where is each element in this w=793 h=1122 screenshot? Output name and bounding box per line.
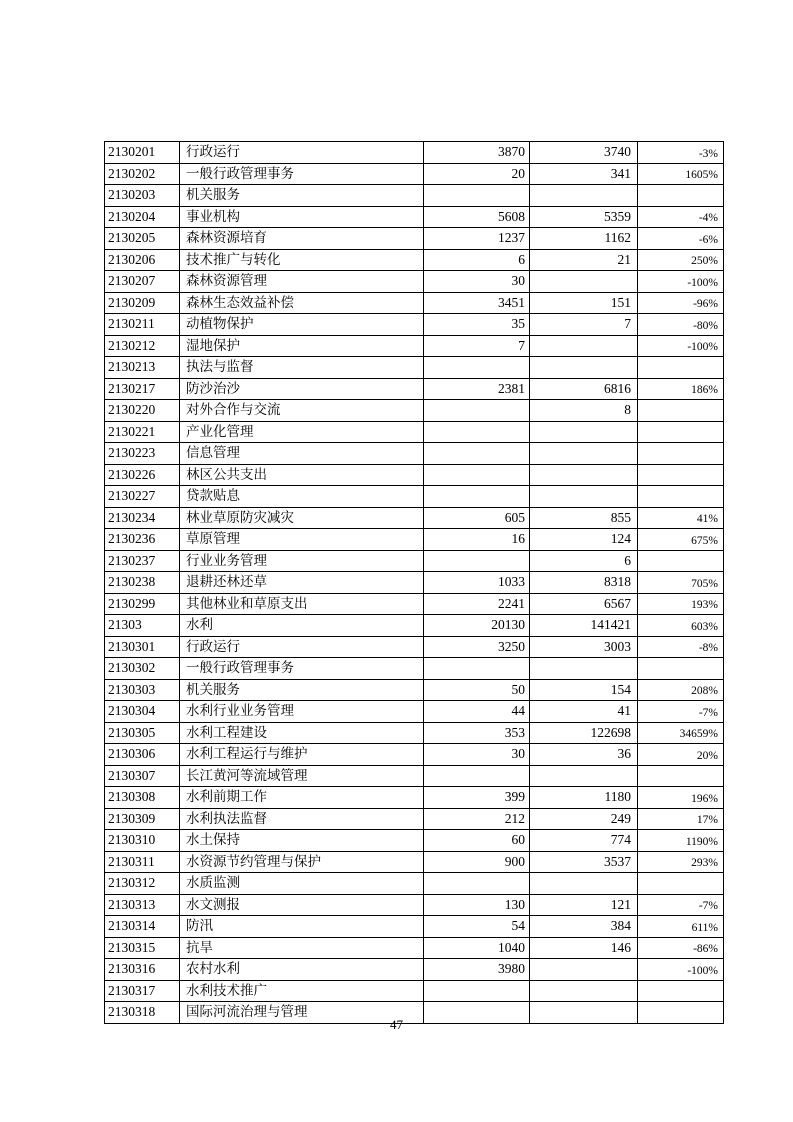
row-value-prior: 50 xyxy=(424,679,530,701)
row-change-percent: -80% xyxy=(638,314,724,336)
row-value-current: 124 xyxy=(530,529,638,551)
row-value-prior: 20 xyxy=(424,163,530,185)
row-change-percent: -7% xyxy=(638,894,724,916)
row-value-prior xyxy=(424,765,530,787)
row-value-current: 3537 xyxy=(530,851,638,873)
row-code: 21303 xyxy=(105,615,180,637)
row-code: 2130237 xyxy=(105,550,180,572)
row-code: 2130311 xyxy=(105,851,180,873)
table-row xyxy=(105,421,724,443)
table-row xyxy=(105,314,724,336)
row-name: 机关服务 xyxy=(180,185,424,207)
row-code: 2130220 xyxy=(105,400,180,422)
row-change-percent: 705% xyxy=(638,572,724,594)
row-change-percent: 20% xyxy=(638,744,724,766)
table-row xyxy=(105,851,724,873)
row-change-percent xyxy=(638,486,724,508)
table-row xyxy=(105,228,724,250)
row-value-prior xyxy=(424,658,530,680)
row-name: 行政运行 xyxy=(180,142,424,164)
row-name: 水利执法监督 xyxy=(180,808,424,830)
table-row xyxy=(105,529,724,551)
row-name: 水利技术推广 xyxy=(180,980,424,1002)
row-change-percent xyxy=(638,550,724,572)
row-value-current: 341 xyxy=(530,163,638,185)
row-value-current xyxy=(530,959,638,981)
row-value-prior xyxy=(424,357,530,379)
row-value-current: 6 xyxy=(530,550,638,572)
row-change-percent: -7% xyxy=(638,701,724,723)
row-value-prior xyxy=(424,185,530,207)
row-code: 2130207 xyxy=(105,271,180,293)
row-value-current: 21 xyxy=(530,249,638,271)
row-value-prior: 3250 xyxy=(424,636,530,658)
row-code: 2130314 xyxy=(105,916,180,938)
row-name: 事业机构 xyxy=(180,206,424,228)
row-name: 退耕还林还草 xyxy=(180,572,424,594)
row-change-percent: 41% xyxy=(638,507,724,529)
row-name: 湿地保护 xyxy=(180,335,424,357)
table-row xyxy=(105,959,724,981)
row-value-prior: 353 xyxy=(424,722,530,744)
table-row xyxy=(105,507,724,529)
row-value-prior xyxy=(424,486,530,508)
row-name: 森林生态效益补偿 xyxy=(180,292,424,314)
row-value-current: 121 xyxy=(530,894,638,916)
row-value-current xyxy=(530,980,638,1002)
table-row xyxy=(105,335,724,357)
row-value-prior xyxy=(424,873,530,895)
row-value-current xyxy=(530,486,638,508)
row-code: 2130202 xyxy=(105,163,180,185)
row-name: 防汛 xyxy=(180,916,424,938)
row-code: 2130211 xyxy=(105,314,180,336)
row-value-prior: 60 xyxy=(424,830,530,852)
row-value-current xyxy=(530,658,638,680)
table-row xyxy=(105,486,724,508)
row-code: 2130226 xyxy=(105,464,180,486)
row-change-percent: -100% xyxy=(638,271,724,293)
row-name: 水利 xyxy=(180,615,424,637)
row-name: 农村水利 xyxy=(180,959,424,981)
row-value-prior: 130 xyxy=(424,894,530,916)
row-value-current: 8318 xyxy=(530,572,638,594)
row-change-percent: -8% xyxy=(638,636,724,658)
table-row xyxy=(105,550,724,572)
row-change-percent: 208% xyxy=(638,679,724,701)
row-value-current xyxy=(530,765,638,787)
table-row xyxy=(105,185,724,207)
table-row xyxy=(105,765,724,787)
budget-table xyxy=(104,141,724,1024)
table-row xyxy=(105,873,724,895)
row-code: 2130213 xyxy=(105,357,180,379)
row-value-current: 1162 xyxy=(530,228,638,250)
row-value-prior: 54 xyxy=(424,916,530,938)
row-code: 2130238 xyxy=(105,572,180,594)
row-value-current: 855 xyxy=(530,507,638,529)
table-row xyxy=(105,916,724,938)
row-value-current xyxy=(530,271,638,293)
table-row xyxy=(105,808,724,830)
row-value-prior xyxy=(424,443,530,465)
row-value-current: 41 xyxy=(530,701,638,723)
row-name: 产业化管理 xyxy=(180,421,424,443)
row-name: 抗旱 xyxy=(180,937,424,959)
table-row xyxy=(105,271,724,293)
row-value-current: 151 xyxy=(530,292,638,314)
table-row xyxy=(105,787,724,809)
row-code: 2130223 xyxy=(105,443,180,465)
row-change-percent xyxy=(638,357,724,379)
row-name: 林区公共支出 xyxy=(180,464,424,486)
row-change-percent: 34659% xyxy=(638,722,724,744)
row-value-current: 5359 xyxy=(530,206,638,228)
row-change-percent: 250% xyxy=(638,249,724,271)
row-name: 草原管理 xyxy=(180,529,424,551)
table-row xyxy=(105,744,724,766)
row-change-percent xyxy=(638,658,724,680)
row-value-current xyxy=(530,443,638,465)
row-value-prior: 16 xyxy=(424,529,530,551)
row-code: 2130217 xyxy=(105,378,180,400)
table-row xyxy=(105,292,724,314)
row-code: 2130299 xyxy=(105,593,180,615)
row-name: 林业草原防灾减灾 xyxy=(180,507,424,529)
row-change-percent: -100% xyxy=(638,335,724,357)
row-value-prior: 2241 xyxy=(424,593,530,615)
row-name: 长江黄河等流域管理 xyxy=(180,765,424,787)
row-name: 森林资源管理 xyxy=(180,271,424,293)
row-value-prior xyxy=(424,980,530,1002)
row-value-current: 3003 xyxy=(530,636,638,658)
row-value-prior xyxy=(424,464,530,486)
row-code: 2130309 xyxy=(105,808,180,830)
table-row xyxy=(105,443,724,465)
row-name: 水利行业业务管理 xyxy=(180,701,424,723)
row-change-percent: 675% xyxy=(638,529,724,551)
table-row xyxy=(105,142,724,164)
row-change-percent: 1190% xyxy=(638,830,724,852)
row-code: 2130302 xyxy=(105,658,180,680)
row-change-percent: 603% xyxy=(638,615,724,637)
row-value-current: 6567 xyxy=(530,593,638,615)
table-row xyxy=(105,572,724,594)
row-name: 其他林业和草原支出 xyxy=(180,593,424,615)
table-row xyxy=(105,636,724,658)
row-value-prior: 1237 xyxy=(424,228,530,250)
row-name: 水利工程建设 xyxy=(180,722,424,744)
row-value-current: 249 xyxy=(530,808,638,830)
table-row xyxy=(105,163,724,185)
row-change-percent xyxy=(638,873,724,895)
table-row xyxy=(105,679,724,701)
row-code: 2130315 xyxy=(105,937,180,959)
row-value-prior: 605 xyxy=(424,507,530,529)
table-row xyxy=(105,658,724,680)
row-value-current xyxy=(530,357,638,379)
row-code: 2130316 xyxy=(105,959,180,981)
row-name: 执法与监督 xyxy=(180,357,424,379)
row-name: 贷款贴息 xyxy=(180,486,424,508)
row-code: 2130206 xyxy=(105,249,180,271)
row-name: 动植物保护 xyxy=(180,314,424,336)
row-value-prior xyxy=(424,421,530,443)
table-row xyxy=(105,378,724,400)
table-row xyxy=(105,830,724,852)
table-row xyxy=(105,249,724,271)
row-change-percent xyxy=(638,400,724,422)
row-change-percent xyxy=(638,765,724,787)
table-body xyxy=(105,142,724,1024)
table-row xyxy=(105,615,724,637)
row-change-percent: 293% xyxy=(638,851,724,873)
row-name: 技术推广与转化 xyxy=(180,249,424,271)
row-name: 信息管理 xyxy=(180,443,424,465)
row-name: 行业业务管理 xyxy=(180,550,424,572)
table-row xyxy=(105,701,724,723)
row-code: 2130313 xyxy=(105,894,180,916)
row-code: 2130234 xyxy=(105,507,180,529)
row-change-percent: 1605% xyxy=(638,163,724,185)
row-value-current: 154 xyxy=(530,679,638,701)
row-code: 2130204 xyxy=(105,206,180,228)
row-name: 水利工程运行与维护 xyxy=(180,744,424,766)
row-change-percent: -96% xyxy=(638,292,724,314)
row-code: 2130303 xyxy=(105,679,180,701)
row-value-prior: 3980 xyxy=(424,959,530,981)
row-change-percent: -6% xyxy=(638,228,724,250)
row-value-prior: 6 xyxy=(424,249,530,271)
row-value-prior: 20130 xyxy=(424,615,530,637)
row-value-current: 774 xyxy=(530,830,638,852)
row-code: 2130301 xyxy=(105,636,180,658)
row-value-prior: 3870 xyxy=(424,142,530,164)
row-name: 水资源节约管理与保护 xyxy=(180,851,424,873)
page-number: 47 xyxy=(390,1017,403,1032)
table-row xyxy=(105,464,724,486)
table-row xyxy=(105,593,724,615)
row-change-percent: -100% xyxy=(638,959,724,981)
row-value-current: 6816 xyxy=(530,378,638,400)
row-value-current: 384 xyxy=(530,916,638,938)
row-code: 2130310 xyxy=(105,830,180,852)
row-value-current xyxy=(530,185,638,207)
row-value-current: 1180 xyxy=(530,787,638,809)
row-value-prior: 44 xyxy=(424,701,530,723)
row-code: 2130308 xyxy=(105,787,180,809)
row-code: 2130305 xyxy=(105,722,180,744)
row-value-current: 7 xyxy=(530,314,638,336)
row-name: 一般行政管理事务 xyxy=(180,163,424,185)
row-value-current: 146 xyxy=(530,937,638,959)
row-code: 2130307 xyxy=(105,765,180,787)
row-code: 2130236 xyxy=(105,529,180,551)
row-value-current: 141421 xyxy=(530,615,638,637)
row-value-prior xyxy=(424,400,530,422)
row-name: 水利前期工作 xyxy=(180,787,424,809)
row-change-percent: 196% xyxy=(638,787,724,809)
row-value-prior: 30 xyxy=(424,271,530,293)
row-name: 防沙治沙 xyxy=(180,378,424,400)
row-value-current: 8 xyxy=(530,400,638,422)
row-value-prior: 1040 xyxy=(424,937,530,959)
row-value-current xyxy=(530,464,638,486)
row-change-percent xyxy=(638,464,724,486)
row-code: 2130304 xyxy=(105,701,180,723)
row-value-prior: 7 xyxy=(424,335,530,357)
row-value-prior: 2381 xyxy=(424,378,530,400)
row-change-percent: 193% xyxy=(638,593,724,615)
row-change-percent: -3% xyxy=(638,142,724,164)
row-code: 2130306 xyxy=(105,744,180,766)
row-code: 2130212 xyxy=(105,335,180,357)
row-name: 机关服务 xyxy=(180,679,424,701)
row-change-percent xyxy=(638,421,724,443)
row-change-percent: -4% xyxy=(638,206,724,228)
table-row xyxy=(105,722,724,744)
row-value-prior: 1033 xyxy=(424,572,530,594)
row-code: 2130205 xyxy=(105,228,180,250)
row-code: 2130312 xyxy=(105,873,180,895)
row-name: 行政运行 xyxy=(180,636,424,658)
row-change-percent xyxy=(638,185,724,207)
table-row xyxy=(105,980,724,1002)
row-value-prior: 399 xyxy=(424,787,530,809)
row-code: 2130317 xyxy=(105,980,180,1002)
row-value-prior: 212 xyxy=(424,808,530,830)
row-value-current: 122698 xyxy=(530,722,638,744)
row-value-current: 36 xyxy=(530,744,638,766)
row-change-percent: 611% xyxy=(638,916,724,938)
table-row xyxy=(105,937,724,959)
row-code: 2130201 xyxy=(105,142,180,164)
row-value-prior: 900 xyxy=(424,851,530,873)
row-name: 对外合作与交流 xyxy=(180,400,424,422)
row-name: 水土保持 xyxy=(180,830,424,852)
row-code: 2130221 xyxy=(105,421,180,443)
row-value-prior xyxy=(424,550,530,572)
row-value-prior: 30 xyxy=(424,744,530,766)
row-code: 2130203 xyxy=(105,185,180,207)
row-value-current xyxy=(530,873,638,895)
row-change-percent: -86% xyxy=(638,937,724,959)
row-code: 2130209 xyxy=(105,292,180,314)
table-row xyxy=(105,206,724,228)
row-name: 森林资源培育 xyxy=(180,228,424,250)
table-row xyxy=(105,400,724,422)
row-value-current: 3740 xyxy=(530,142,638,164)
row-value-prior: 5608 xyxy=(424,206,530,228)
row-code: 2130227 xyxy=(105,486,180,508)
row-value-current xyxy=(530,421,638,443)
row-name: 水文测报 xyxy=(180,894,424,916)
row-change-percent xyxy=(638,443,724,465)
row-change-percent xyxy=(638,980,724,1002)
row-value-current xyxy=(530,335,638,357)
table-row xyxy=(105,894,724,916)
row-change-percent: 17% xyxy=(638,808,724,830)
row-name: 一般行政管理事务 xyxy=(180,658,424,680)
row-value-prior: 35 xyxy=(424,314,530,336)
row-name: 国际河流治理与管理 xyxy=(180,1002,424,1024)
row-code: 2130318 xyxy=(105,1002,180,1024)
row-name: 水质监测 xyxy=(180,873,424,895)
row-value-prior: 3451 xyxy=(424,292,530,314)
row-change-percent: 186% xyxy=(638,378,724,400)
table-row xyxy=(105,357,724,379)
